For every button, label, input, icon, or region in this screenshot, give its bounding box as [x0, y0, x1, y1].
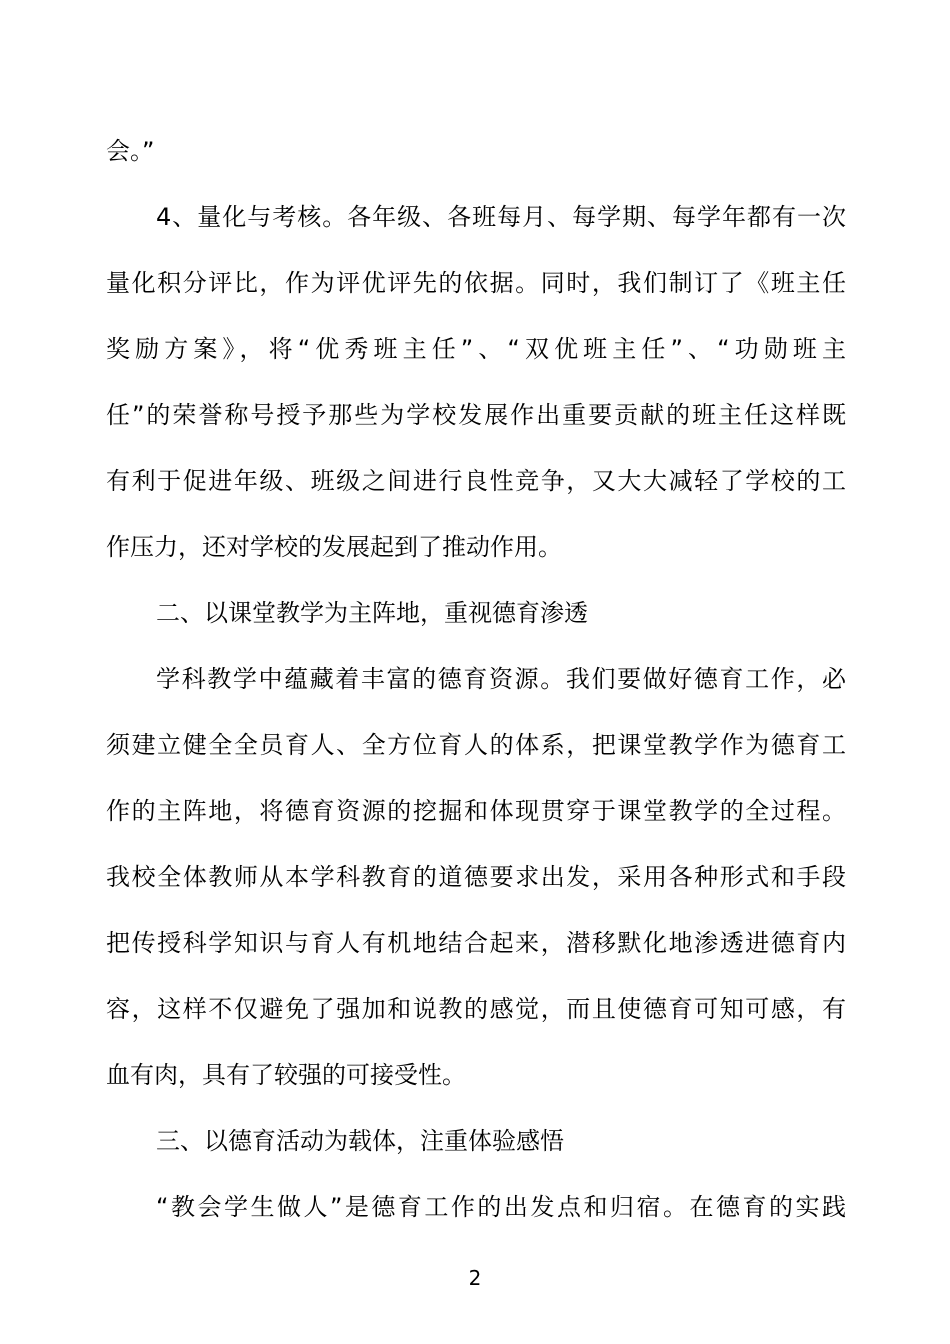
text-line: 血有肉，具有了较强的可接受性。 [106, 1061, 466, 1089]
text-line: 有利于促进年级、班级之间进行良性竞争，又大大减轻了学校的工 [106, 467, 846, 495]
text-line: 量化积分评比，作为评优评先的依据。同时，我们制订了《班主任 [106, 269, 846, 297]
text-line: 会。” [106, 137, 155, 165]
text-line: 任”的荣誉称号授予那些为学校发展作出重要贡献的班主任这样既 [106, 401, 846, 429]
text-line: 4、量化与考核。各年级、各班每月、每学期、每学年都有一次 [156, 203, 846, 231]
text-line: 作的主阵地，将德育资源的挖掘和体现贯穿于课堂教学的全过程。 [106, 797, 846, 825]
text-line: 把传授科学知识与育人有机地结合起来，潜移默化地渗透进德育内 [106, 929, 846, 957]
page-number: 2 [468, 1266, 482, 1290]
text-line: 学科教学中蕴藏着丰富的德育资源。我们要做好德育工作，必 [156, 665, 846, 693]
text-line: 作压力，还对学校的发展起到了推动作用。 [106, 533, 562, 561]
text-line: 容，这样不仅避免了强加和说教的感觉，而且使德育可知可感，有 [106, 995, 846, 1023]
section-heading: 二、以课堂教学为主阵地，重视德育渗透 [156, 599, 588, 627]
text-line: 须建立健全全员育人、全方位育人的体系，把课堂教学作为德育工 [106, 731, 846, 759]
body-text [106, 118, 846, 1240]
text-line: 我校全体教师从本学科教育的道德要求出发，采用各种形式和手段 [106, 863, 846, 891]
text-line: “教会学生做人”是德育工作的出发点和归宿。在德育的实践 [156, 1193, 846, 1221]
section-heading: 三、以德育活动为载体，注重体验感悟 [156, 1127, 564, 1155]
text-line: 奖励方案》，将“优秀班主任”、“双优班主任”、“功勋班主 [106, 335, 846, 363]
